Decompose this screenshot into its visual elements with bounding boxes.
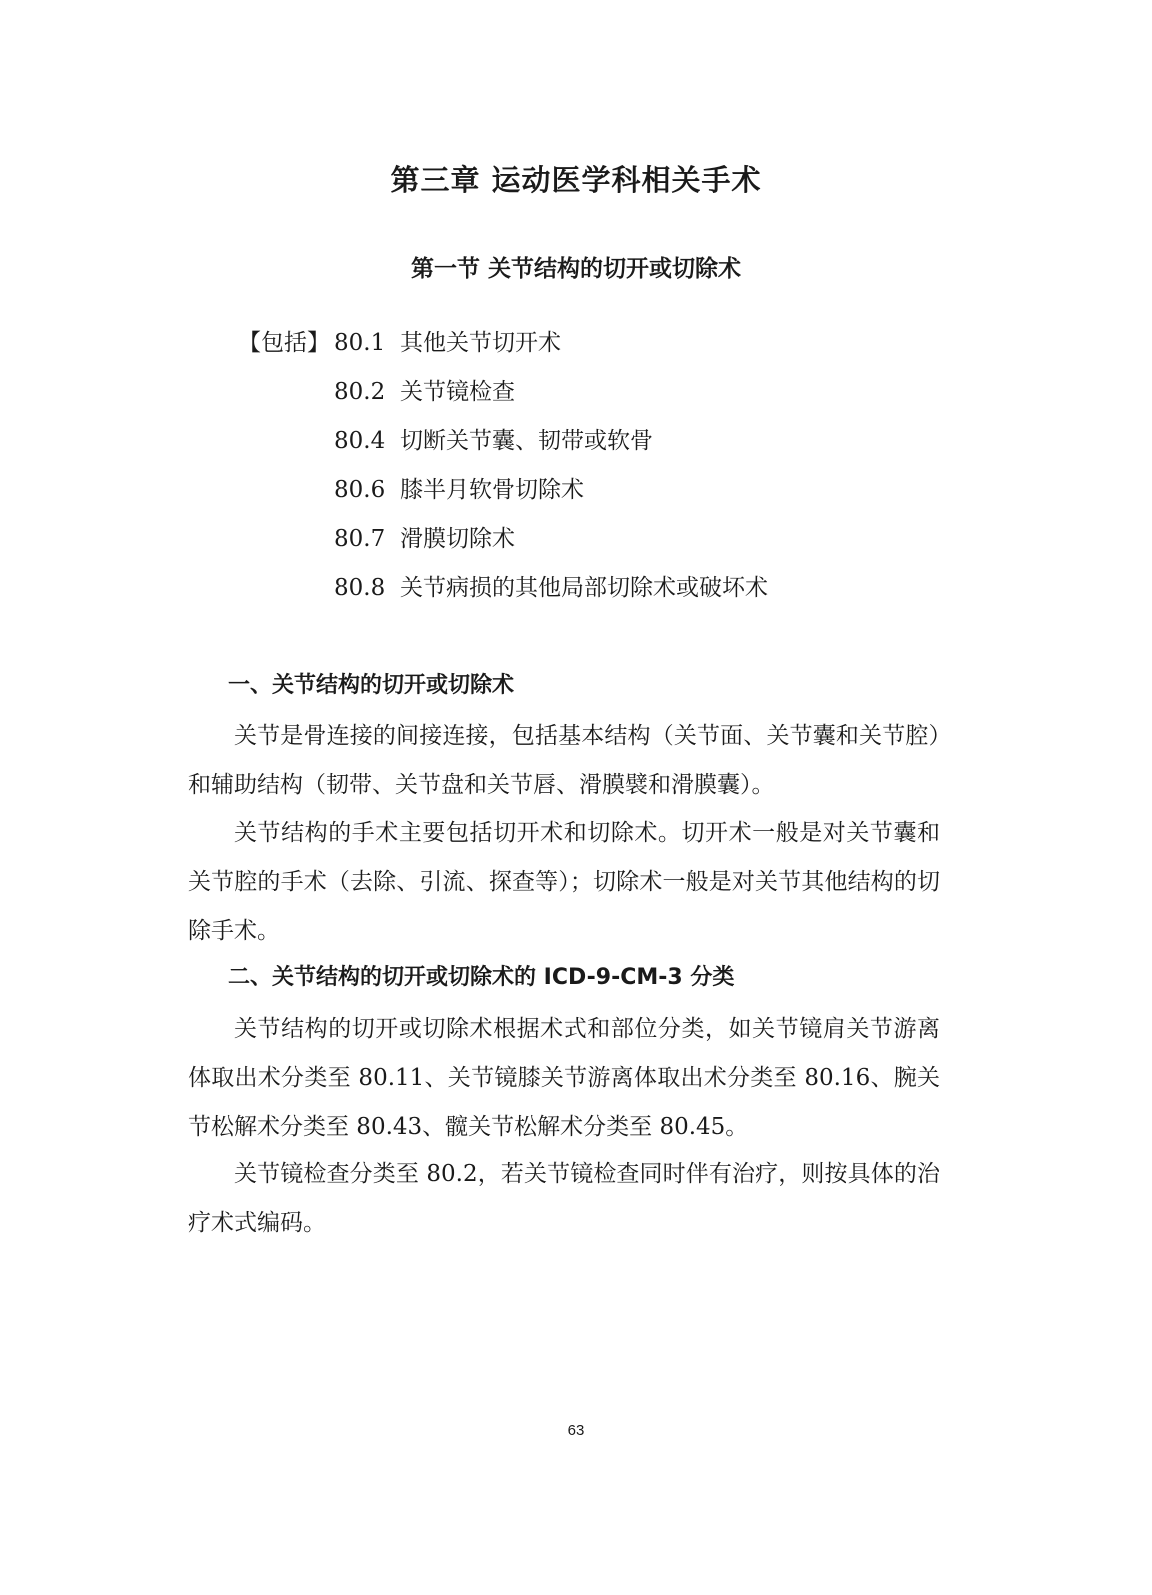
procedure-code: 80.6: [334, 477, 386, 503]
procedure-name: 其他关节切开术: [400, 330, 561, 356]
procedure-name: 关节病损的其他局部切除术或破坏术: [400, 575, 768, 601]
procedure-name: 关节镜检查: [400, 379, 515, 405]
page-number: 63: [567, 1422, 585, 1439]
procedure-code: 80.2: [334, 379, 386, 405]
body-paragraph: 关节是骨连接的间接连接，包括基本结构（关节面、关节囊和关节腔）和辅助结构（韧带、关节盘和关节唇、滑膜襞和滑膜囊）。: [188, 723, 940, 798]
procedure-name: 膝半月软骨切除术: [400, 477, 584, 503]
procedure-code: 80.4: [334, 428, 386, 454]
body-paragraph: 关节结构的切开或切除术根据术式和部位分类，如关节镜肩关节游离体取出术分类至 80.11、关节镜膝关节游离体取出术分类至 80.16、腕关节松解术分类至 80.43、髋关节松解术分类至 80.45。: [188, 1016, 940, 1140]
section-title: 第一节 关节结构的切开或切除术: [410, 256, 741, 282]
procedure-name: 滑膜切除术: [400, 526, 515, 552]
body-paragraph: 关节镜检查分类至 80.2，若关节镜检查同时伴有治疗，则按具体的治疗术式编码。: [188, 1161, 940, 1236]
procedure-code: 80.1: [334, 330, 386, 356]
procedure-name: 切断关节囊、韧带或软骨: [400, 428, 653, 454]
subsection-heading: 一、关节结构的切开或切除术: [228, 673, 515, 698]
subsection-heading: 二、关节结构的切开或切除术的 ICD-9-CM-3 分类: [228, 965, 735, 990]
includes-label: 【包括】: [238, 330, 330, 356]
procedure-code: 80.7: [334, 526, 386, 552]
chapter-title: 第三章 运动医学科相关手术: [390, 163, 762, 197]
body-paragraph: 关节结构的手术主要包括切开术和切除术。切开术一般是对关节囊和关节腔的手术（去除、引流、探查等）；切除术一般是对关节其他结构的切除手术。: [188, 820, 940, 944]
procedure-code: 80.8: [334, 575, 386, 601]
